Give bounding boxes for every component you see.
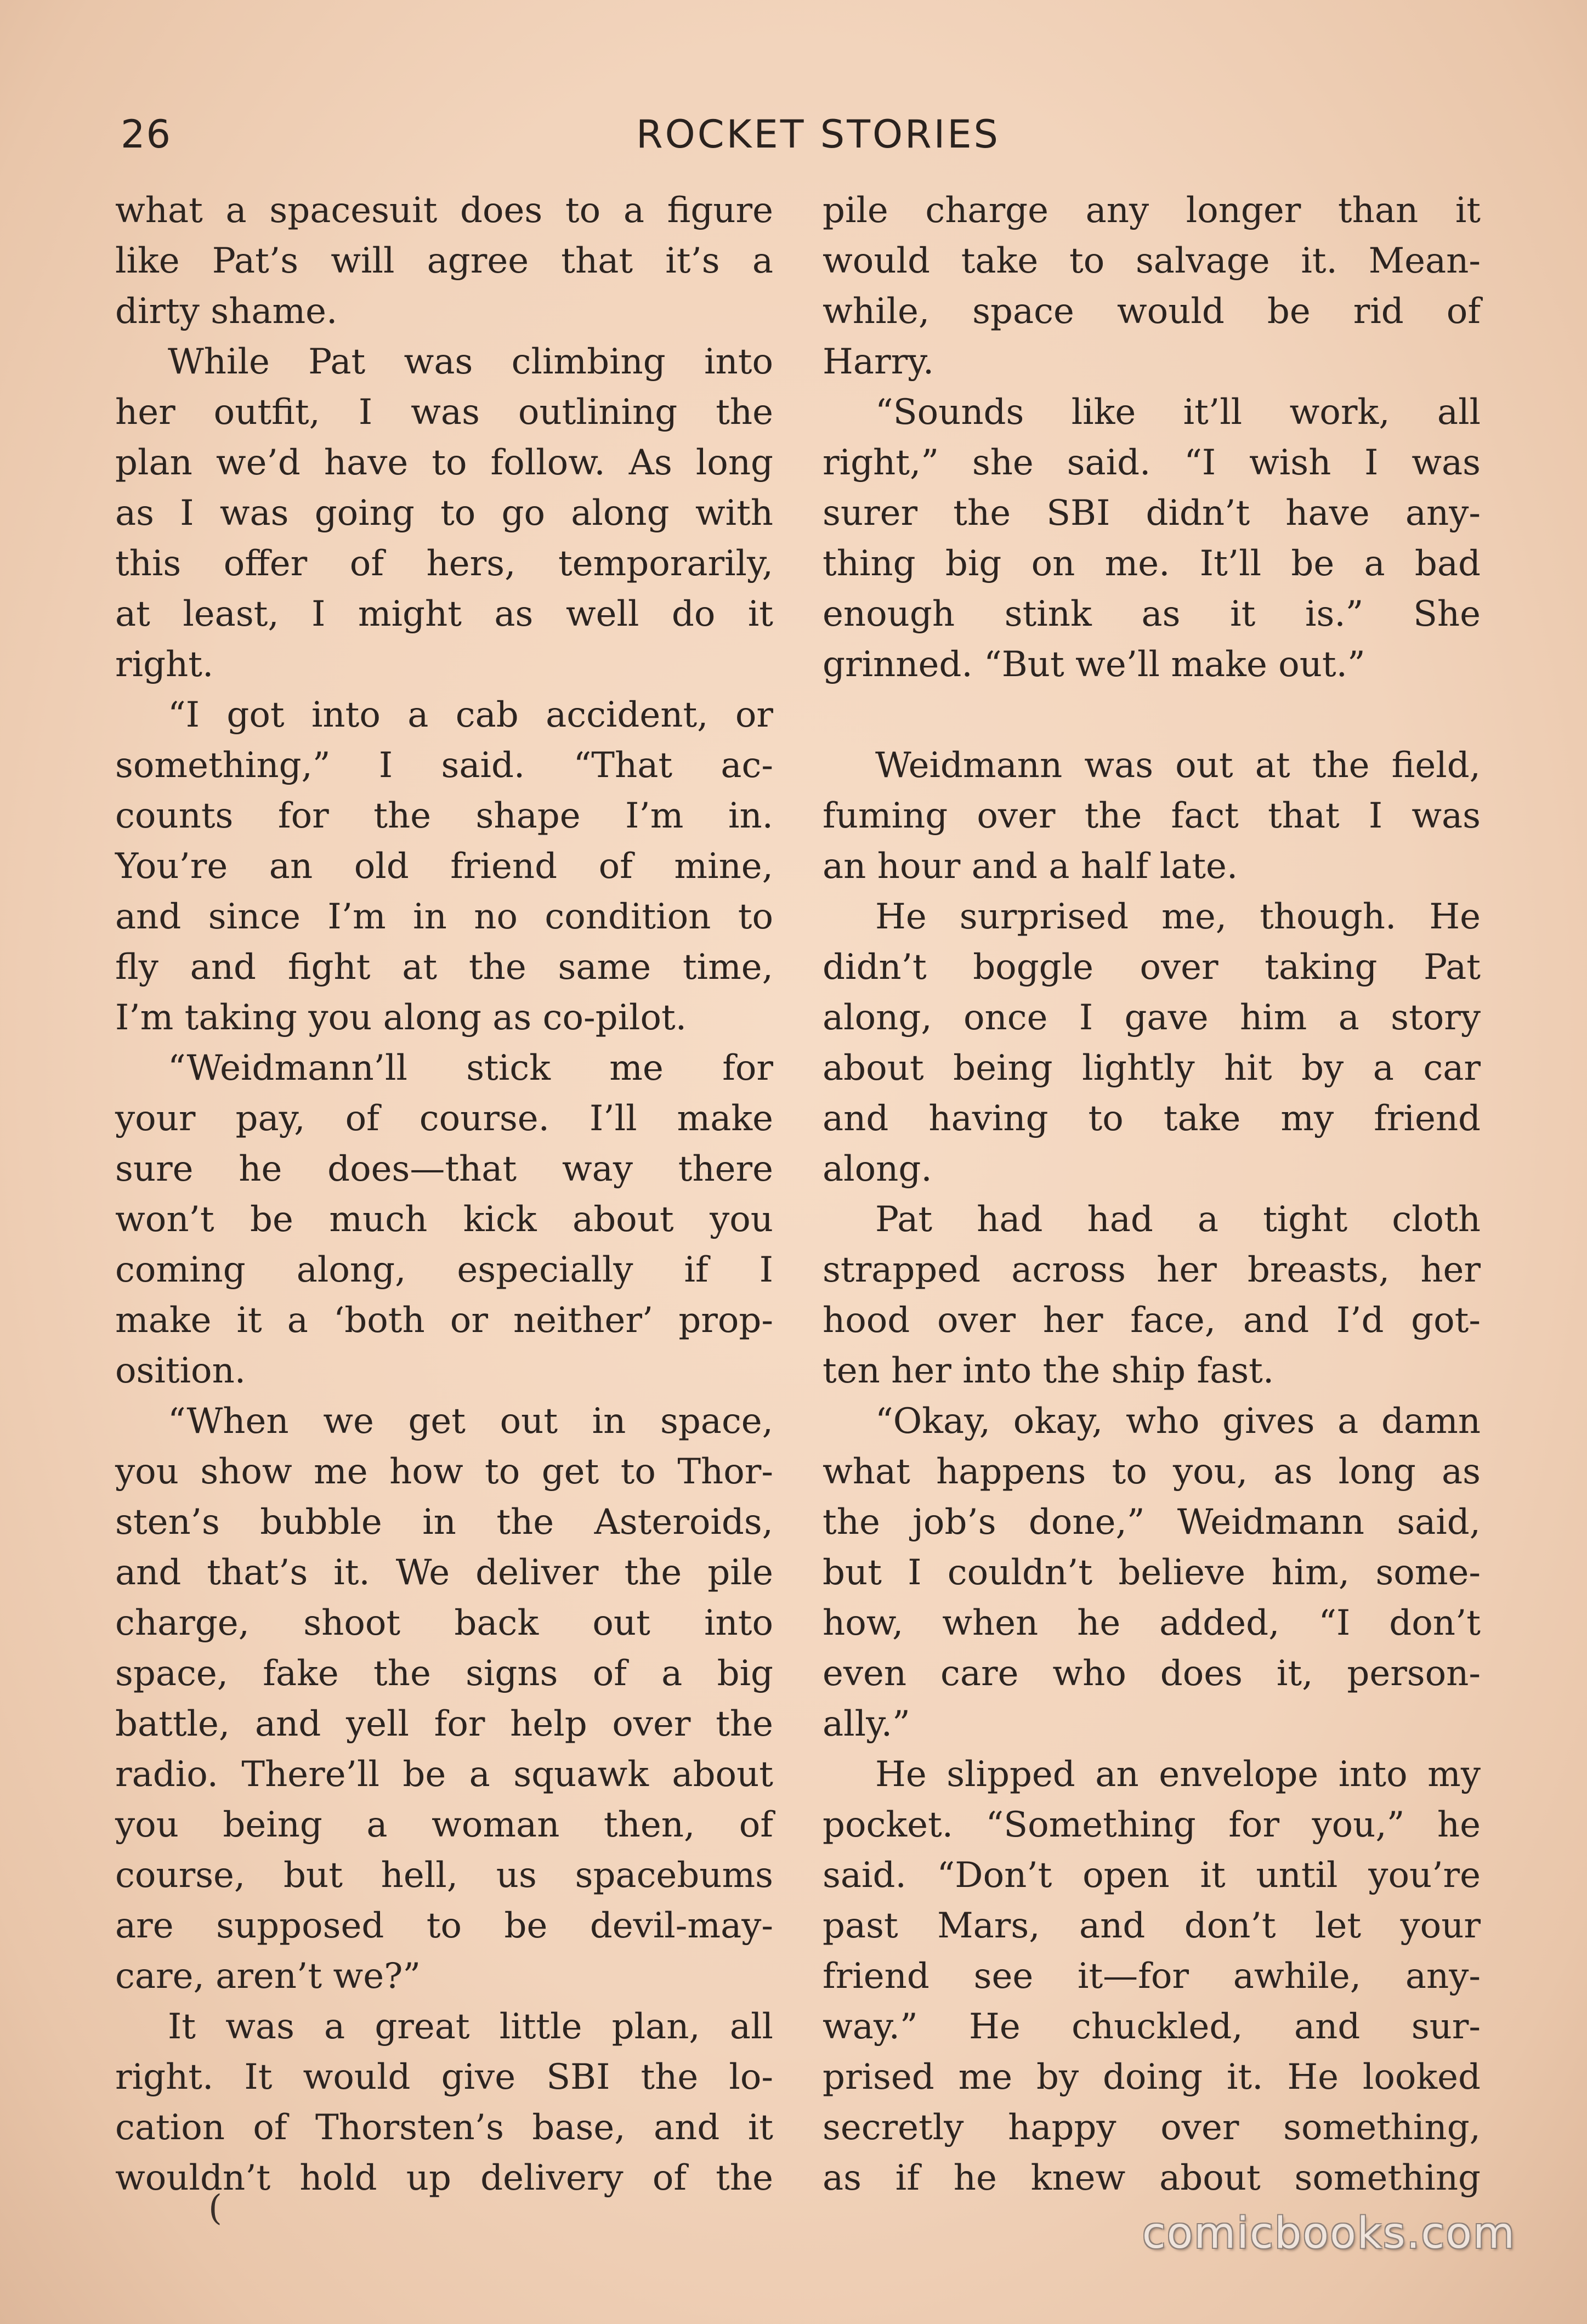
text-line: but I couldn’t believe him, some- — [823, 1552, 1481, 1593]
text-line: what happens to you, as long as — [823, 1452, 1481, 1492]
text-line: sure he does—that way there — [115, 1149, 773, 1189]
text-line: the job’s done,” Weidmann said, — [823, 1502, 1481, 1543]
text-line: prised me by doing it. He looked — [823, 2057, 1481, 2098]
text-line: right. — [115, 644, 214, 685]
text-line: how, when he added, “I don’t — [823, 1603, 1481, 1643]
text-line: osition. — [115, 1351, 246, 1391]
text-line: at least, I might as well do it — [115, 594, 773, 634]
text-line: pocket. “Something for you,” he — [823, 1805, 1481, 1845]
text-line: friend see it—for awhile, any- — [823, 1956, 1481, 1997]
text-line: space, fake the signs of a big — [115, 1653, 773, 1694]
text-line: this offer of hers, temporarily, — [115, 543, 773, 584]
text-line: your pay, of course. I’ll make — [115, 1098, 773, 1139]
text-line: even care who does it, person- — [823, 1653, 1481, 1694]
page-number: 26 — [121, 112, 172, 157]
page-header — [115, 104, 1475, 170]
text-line: something,” I said. “That ac- — [115, 745, 773, 786]
text-line: fly and fight at the same time, — [115, 947, 773, 988]
text-line: I’m taking you along as co-pilot. — [115, 997, 687, 1038]
watermark[interactable]: comicbooks.com — [1142, 2209, 1516, 2258]
text-line: didn’t boggle over taking Pat — [823, 947, 1481, 988]
text-line: battle, and yell for help over the — [115, 1704, 773, 1744]
text-line: strapped across her breasts, her — [823, 1250, 1481, 1290]
text-line: He surprised me, though. He — [875, 897, 1481, 937]
text-line: hood over her face, and I’d got- — [823, 1300, 1481, 1341]
text-line: past Mars, and don’t let your — [823, 1906, 1481, 1946]
text-line: surer the SBI didn’t have any- — [823, 493, 1481, 534]
text-line: make it a ‘both or neither’ prop- — [115, 1300, 773, 1341]
text-line: pile charge any longer than it — [823, 190, 1481, 231]
text-line: dirty shame. — [115, 291, 338, 332]
text-line: Pat had had a tight cloth — [875, 1199, 1481, 1240]
text-line: Harry. — [823, 342, 934, 382]
text-line: you being a woman then, of — [115, 1805, 773, 1845]
text-line: enough stink as it is.” She — [823, 594, 1481, 634]
text-line: fuming over the fact that I was — [823, 796, 1481, 836]
text-line: He slipped an envelope into my — [875, 1754, 1481, 1795]
text-line: It was a great little plan, all — [168, 2006, 773, 2047]
text-line: along, once I gave him a story — [823, 997, 1481, 1038]
text-line: and that’s it. We deliver the pile — [115, 1552, 773, 1593]
text-line: “Sounds like it’ll work, all — [875, 392, 1481, 433]
text-line: as I was going to go along with — [115, 493, 773, 534]
text-line: wouldn’t hold up delivery of the — [115, 2158, 773, 2198]
text-line: “Weidmann’ll stick me for — [168, 1048, 773, 1089]
text-line: radio. There’ll be a squawk about — [115, 1754, 773, 1795]
text-line: you show me how to get to Thor- — [115, 1452, 773, 1492]
text-line: along. — [823, 1149, 932, 1189]
text-line: are supposed to be devil-may- — [115, 1906, 773, 1946]
text-line: won’t be much kick about you — [115, 1199, 773, 1240]
text-line: course, but hell, us spacebums — [115, 1855, 773, 1896]
text-line: would take to salvage it. Mean- — [823, 241, 1481, 281]
text-line: said. “Don’t open it until you’re — [823, 1855, 1481, 1896]
text-line: like Pat’s will agree that it’s a — [115, 241, 773, 281]
text-line: plan we’d have to follow. As long — [115, 443, 773, 483]
text-line: and since I’m in no condition to — [115, 897, 773, 937]
text-line: You’re an old friend of mine, — [115, 846, 773, 887]
text-line: Weidmann was out at the field, — [875, 745, 1481, 786]
stray-mark: ( — [208, 2188, 222, 2229]
right-text-column — [823, 185, 1481, 2203]
running-head: ROCKET STORIES — [636, 112, 1000, 157]
text-line: an hour and a half late. — [823, 846, 1238, 887]
text-line: charge, shoot back out into — [115, 1603, 773, 1643]
text-line: ten her into the ship fast. — [823, 1351, 1274, 1391]
text-line: thing big on me. It’ll be a bad — [823, 543, 1481, 584]
text-line: coming along, especially if I — [115, 1250, 773, 1290]
text-line: ally.” — [823, 1704, 910, 1744]
text-line: right. It would give SBI the lo- — [115, 2057, 773, 2098]
text-line: way.” He chuckled, and sur- — [823, 2006, 1481, 2047]
text-line: counts for the shape I’m in. — [115, 796, 773, 836]
text-line: “Okay, okay, who gives a damn — [875, 1401, 1481, 1442]
text-line: as if he knew about something — [823, 2158, 1481, 2198]
text-line: cation of Thorsten’s base, and it — [115, 2107, 773, 2148]
text-line: While Pat was climbing into — [168, 342, 773, 382]
text-line: care, aren’t we?” — [115, 1956, 421, 1997]
text-line: and having to take my friend — [823, 1098, 1481, 1139]
text-line: right,” she said. “I wish I was — [823, 443, 1481, 483]
text-line: her outfit, I was outlining the — [115, 392, 773, 433]
text-line: secretly happy over something, — [823, 2107, 1481, 2148]
text-line: what a spacesuit does to a figure — [115, 190, 773, 231]
text-line: while, space would be rid of — [823, 291, 1481, 332]
text-line: “I got into a cab accident, or — [168, 695, 773, 735]
text-line: sten’s bubble in the Asteroids, — [115, 1502, 773, 1543]
section-break — [823, 690, 1481, 740]
left-text-column — [115, 185, 773, 2203]
text-line: “When we get out in space, — [168, 1401, 773, 1442]
text-line: grinned. “But we’ll make out.” — [823, 644, 1365, 685]
text-line: about being lightly hit by a car — [823, 1048, 1481, 1089]
